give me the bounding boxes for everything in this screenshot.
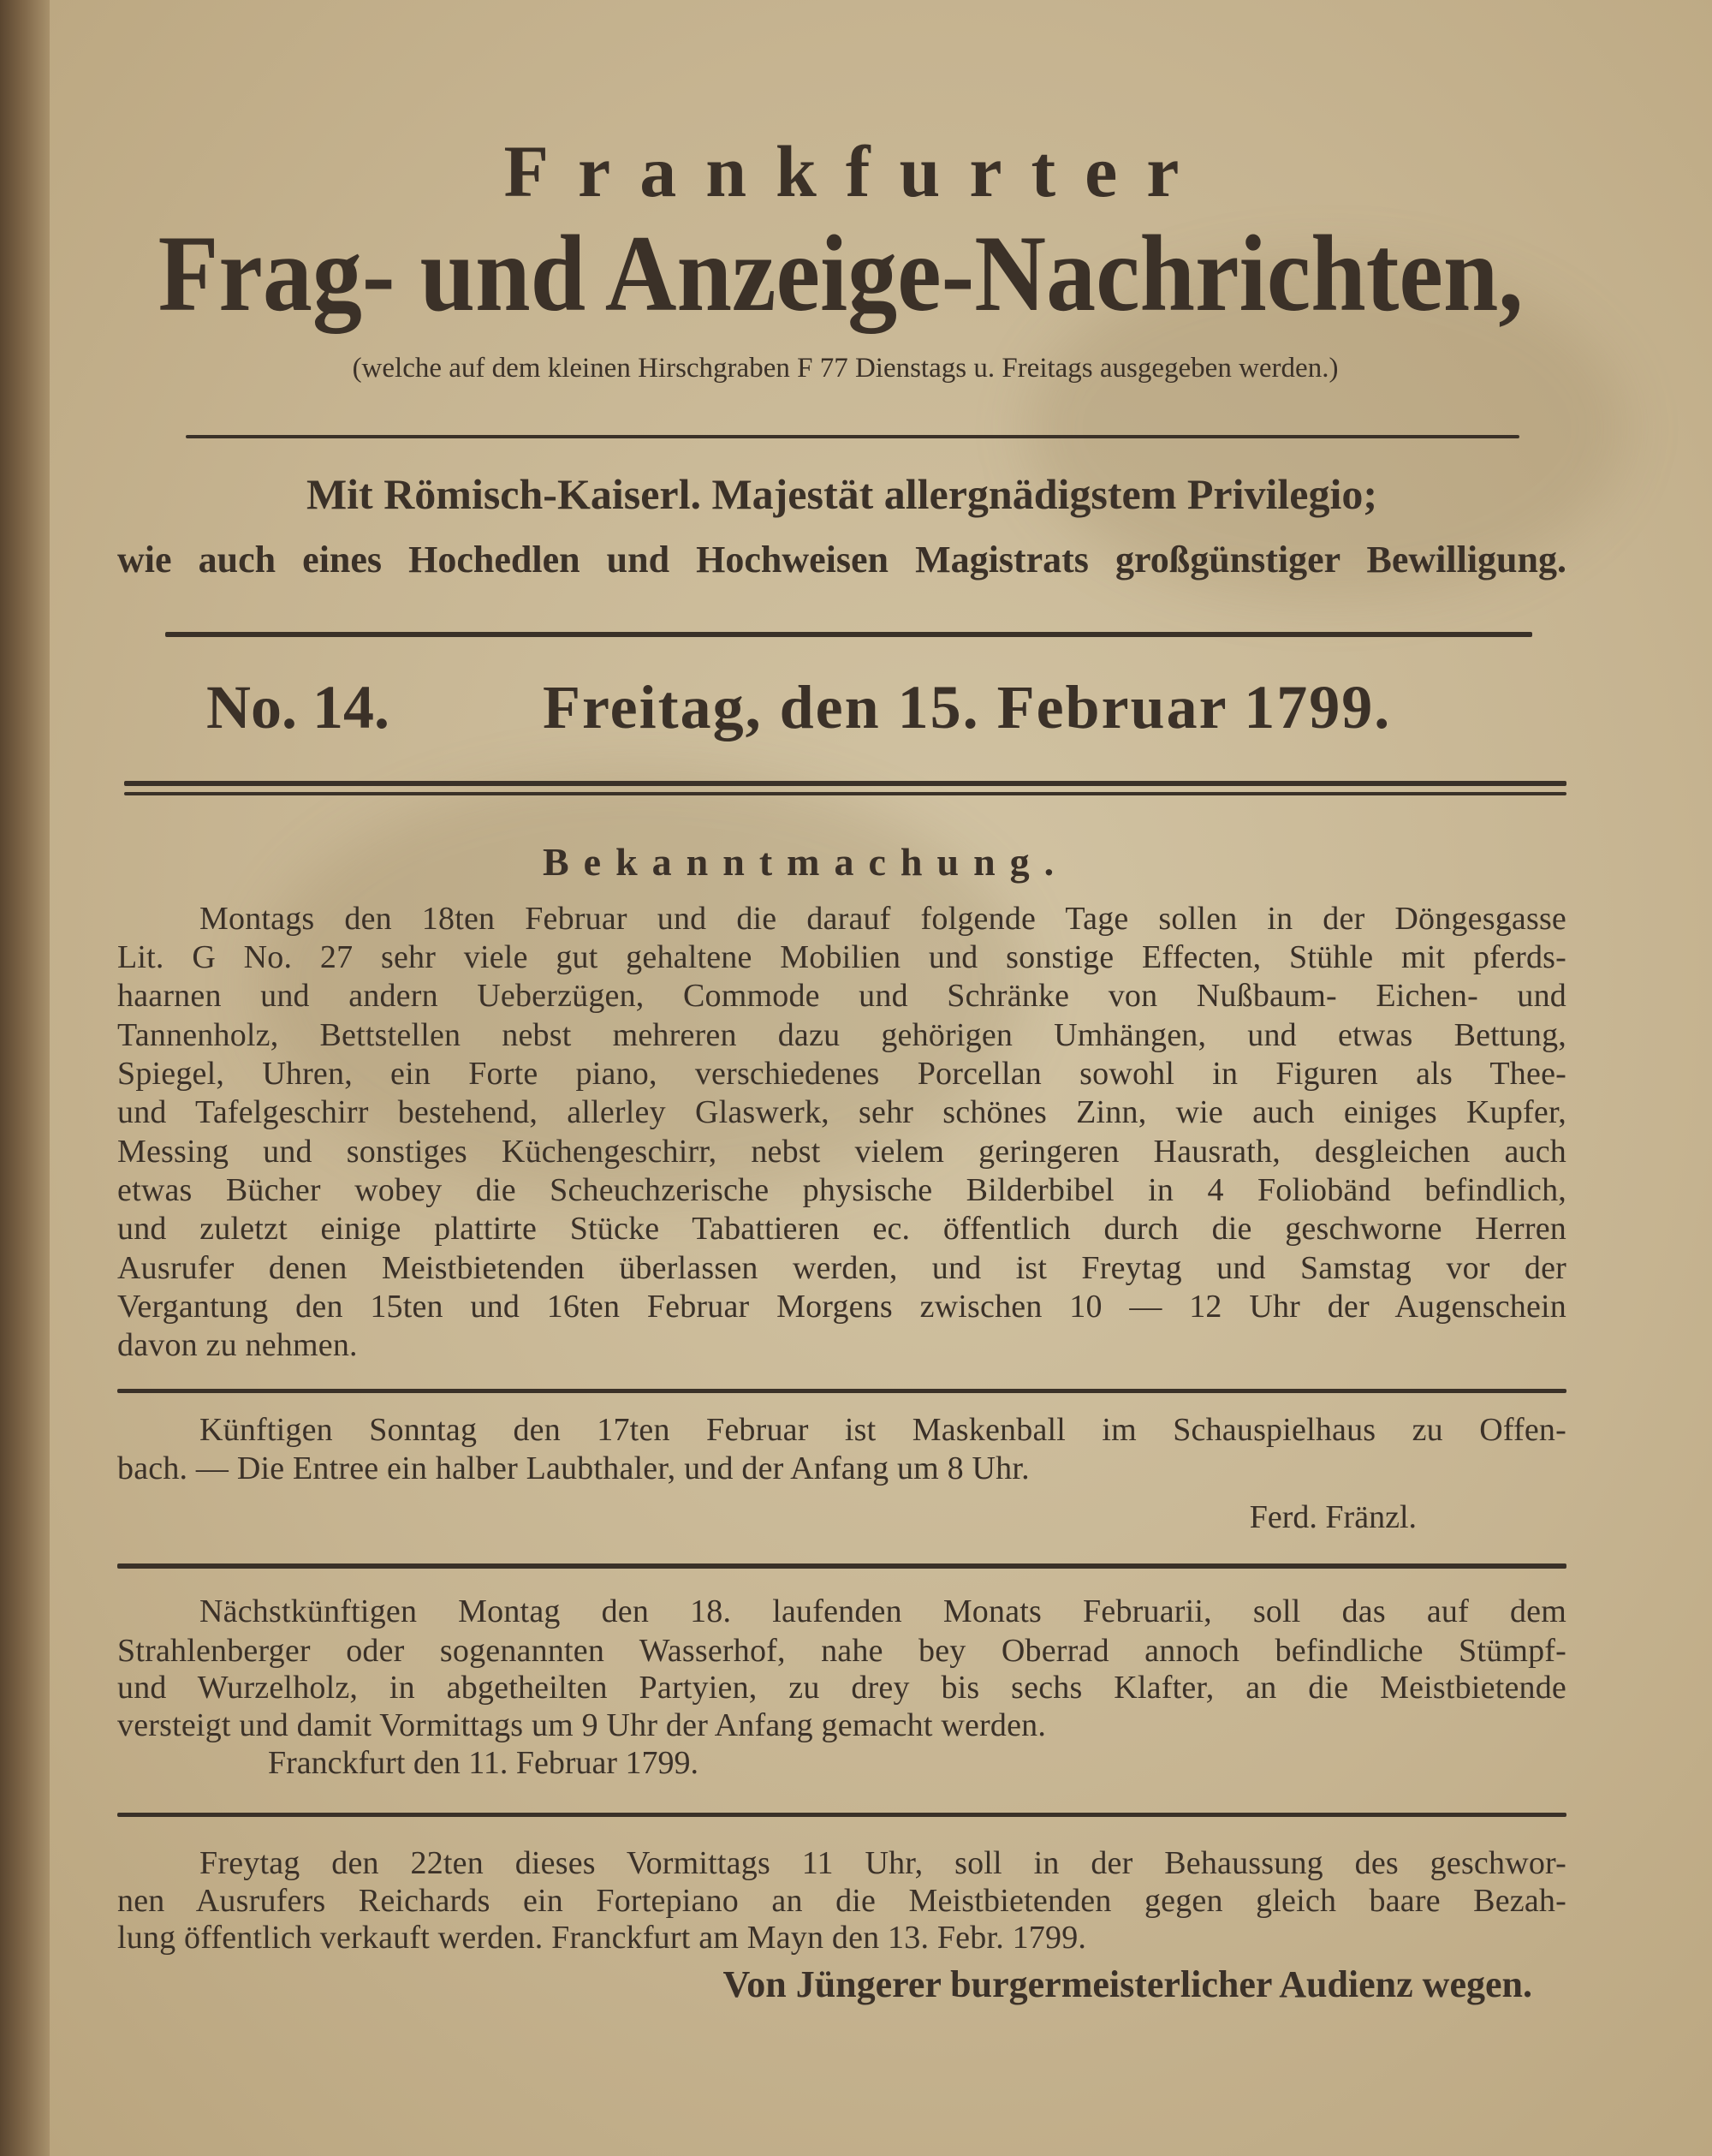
notice-line: Freytag den 22ten dieses Vormittags 11 Uhr, soll in der Behaussung des geschwor-: [199, 1845, 1566, 1881]
notice-heading: Bekanntmachung.: [543, 840, 1069, 884]
notice-line: und Tafelgeschirr bestehend, allerley Glaswerk, sehr schönes Zinn, wie auch einiges Kupfer,: [117, 1094, 1566, 1130]
masthead-title-line2: Frag- und Anzeige-Nachrichten,: [158, 213, 1524, 335]
notice-line: haarnen und andern Ueberzügen, Commode und Schränke von Nußbaum- Eichen- und: [117, 978, 1566, 1014]
notice-line: versteigt und damit Vormittags um 9 Uhr der Anfang gemacht werden.: [117, 1707, 1047, 1743]
notice-line: Nächstkünftigen Montag den 18. laufenden Monats Februarii, soll das auf dem: [199, 1593, 1566, 1629]
notice-closing: Von Jüngerer burgermeisterlicher Audienz wegen.: [722, 1963, 1532, 2005]
notice-line: bach. — Die Entree ein halber Laubthaler, und der Anfang um 8 Uhr.: [117, 1450, 1030, 1486]
notice-line: lung öffentlich verkauft werden. Franckfurt am Mayn den 13. Febr. 1799.: [117, 1920, 1087, 1956]
notice-line: nen Ausrufers Reichards ein Fortepiano an die Meistbietenden gegen gleich baare Bezah-: [117, 1883, 1566, 1919]
divider: [117, 1563, 1566, 1569]
notice-line: Ausrufer denen Meistbietenden überlassen werden, und ist Freytag und Samstag vor der: [117, 1250, 1566, 1286]
notice-line: etwas Bücher wobey die Scheuchzerische physische Bilderbibel in 4 Foliobänd befindlich,: [117, 1172, 1566, 1208]
notice-line: und zuletzt einige plattirte Stücke Tabattieren ec. öffentlich durch die geschworne Herren: [117, 1211, 1566, 1247]
privilege-line2: wie auch eines Hochedlen und Hochweisen Magistrats großgünstiger Bewilligung.: [117, 539, 1566, 581]
notice-line: und Wurzelholz, in abgetheilten Partyien, zu drey bis sechs Klafter, an die Meistbietende: [117, 1670, 1566, 1706]
divider: [165, 632, 1532, 637]
notice-signature: Ferd. Fränzl.: [1249, 1499, 1417, 1535]
page-binding-edge: [0, 0, 50, 2156]
double-divider-top: [124, 781, 1566, 786]
notice-dateline: Franckfurt den 11. Februar 1799.: [268, 1745, 699, 1781]
masthead-title-line1: Frankfurter: [503, 130, 1209, 212]
issue-number: No. 14.: [206, 673, 389, 741]
divider: [117, 1813, 1566, 1817]
notice-line: Montags den 18ten Februar und die darauf folgende Tage sollen in der Döngesgasse: [199, 901, 1566, 937]
double-divider-bottom: [124, 792, 1566, 795]
notice-line: Strahlenberger oder sogenannten Wasserhof, nahe bey Oberrad annoch befindliche Stümpf-: [117, 1633, 1566, 1669]
divider: [186, 435, 1519, 438]
notice-line: Tannenholz, Bettstellen nebst mehreren dazu gehörigen Umhängen, und etwas Bettung,: [117, 1017, 1566, 1053]
notice-line: Lit. G No. 27 sehr viele gut gehaltene Mobilien und sonstige Effecten, Stühle mit pferds-: [117, 939, 1566, 975]
issue-date: Freitag, den 15. Februar 1799.: [543, 673, 1392, 741]
privilege-line1: Mit Römisch-Kaiserl. Majestät allergnädigstem Privilegio;: [306, 470, 1378, 518]
notice-line: davon zu nehmen.: [117, 1327, 358, 1363]
masthead-subtitle: (welche auf dem kleinen Hirschgraben F 77 Dienstags u. Freitags ausgegeben werden.): [352, 353, 1339, 384]
divider: [117, 1389, 1566, 1393]
notice-line: Spiegel, Uhren, ein Forte piano, verschiedenes Porcellan sowohl in Figuren als Thee-: [117, 1056, 1566, 1092]
notice-line: Messing und sonstiges Küchengeschirr, nebst vielem geringeren Hausrath, desgleichen auch: [117, 1134, 1566, 1170]
notice-line: Künftigen Sonntag den 17ten Februar ist Maskenball im Schauspielhaus zu Offen-: [199, 1412, 1566, 1448]
notice-line: Vergantung den 15ten und 16ten Februar Morgens zwischen 10 — 12 Uhr der Augenschein: [117, 1289, 1566, 1325]
